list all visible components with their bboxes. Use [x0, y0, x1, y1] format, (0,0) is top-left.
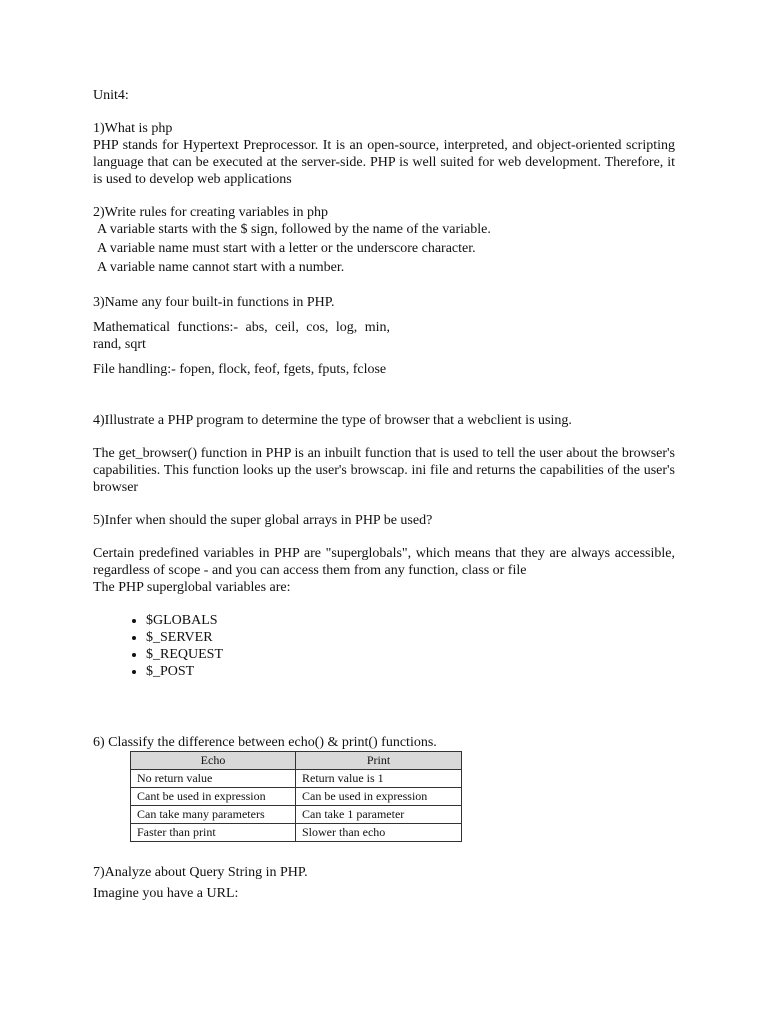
table-header-row: [131, 752, 462, 770]
q3-file-functions: File handling:- fopen, flock, feof, fgets, fputs, fclose: [93, 362, 387, 377]
q1-answer: PHP stands for Hypertext Preprocessor. It is an open-source, interpreted, and object-oriented scripting language that can be executed at the server-side. PHP is well suited for web development. Therefore, it is used to develop web applications: [93, 138, 675, 187]
q5-answer: Certain predefined variables in PHP are "superglobals", which means that they are always accessible, regardless of scope - and you can access them from any function, class or file: [93, 546, 675, 578]
list-item: • $_SERVER: [146, 629, 675, 646]
q2-rule: A variable name cannot start with a number.: [97, 260, 345, 275]
table-row: [131, 770, 462, 788]
table-cell: Cant be used in expression: [131, 788, 296, 806]
table-cell: Can take many parameters: [131, 806, 296, 824]
table-cell: Can take 1 parameter: [296, 806, 462, 824]
q3-question: 3)Name any four built-in functions in PHP.: [93, 295, 335, 310]
superglobals-list: [93, 612, 675, 680]
unit-heading: Unit4:: [93, 88, 129, 103]
q5-question: 5)Infer when should the super global arrays in PHP be used?: [93, 513, 433, 528]
q4-answer: The get_browser() function in PHP is an inbuilt function that is used to tell the user about the browser's capabilities. This function looks up the user's browscap. ini file and returns the capabilities of the user's browser: [93, 446, 675, 495]
document-page: [93, 87, 675, 902]
table-row: [131, 824, 462, 842]
table-cell: Slower than echo: [296, 824, 462, 842]
list-item: • $GLOBALS: [146, 612, 675, 629]
q1-question: 1)What is php: [93, 121, 173, 136]
q2-question: 2)Write rules for creating variables in php: [93, 205, 329, 220]
table-cell: Can be used in expression: [296, 788, 462, 806]
table-header-print: Print: [296, 752, 462, 770]
q2-rule: A variable name must start with a letter or the underscore character.: [97, 241, 476, 256]
table-cell: No return value: [131, 770, 296, 788]
q2-rule: A variable starts with the $ sign, followed by the name of the variable.: [97, 222, 491, 237]
q4-question: 4)Illustrate a PHP program to determine the type of browser that a webclient is using.: [93, 413, 572, 428]
q3-math-functions: Mathematical functions:- abs, ceil, cos, log, min, rand, sqrt: [93, 320, 390, 352]
table-cell: Return value is 1: [296, 770, 462, 788]
table-row: [131, 806, 462, 824]
echo-print-table: [130, 751, 462, 842]
list-item: • $_REQUEST: [146, 646, 675, 663]
list-item: • $_POST: [146, 663, 675, 680]
table-cell: Faster than print: [131, 824, 296, 842]
q5-list-intro: The PHP superglobal variables are:: [93, 580, 291, 595]
q6-question: 6) Classify the difference between echo() & print() functions.: [93, 735, 437, 750]
table-header-echo: Echo: [131, 752, 296, 770]
q7-line: Imagine you have a URL:: [93, 886, 239, 901]
q7-question: 7)Analyze about Query String in PHP.: [93, 865, 308, 880]
table-row: [131, 788, 462, 806]
